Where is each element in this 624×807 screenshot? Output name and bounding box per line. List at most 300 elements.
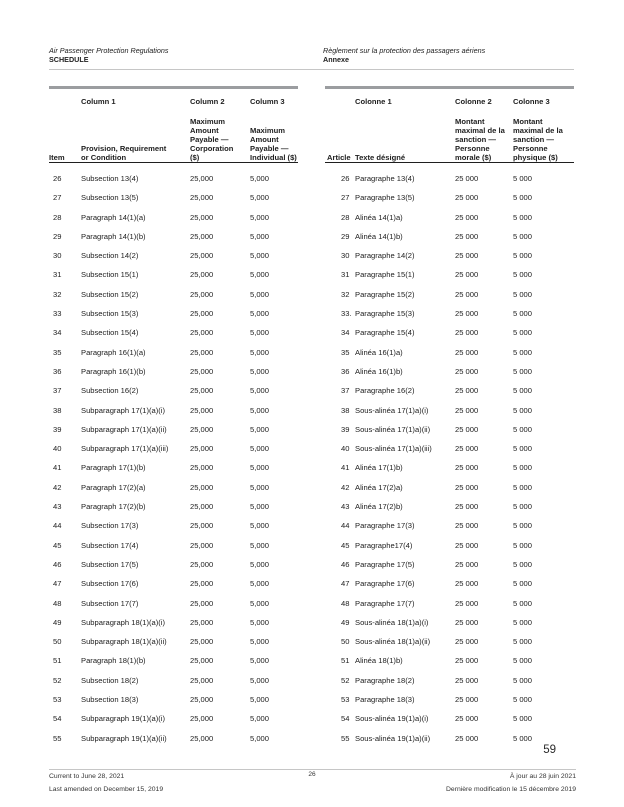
table-row — [49, 328, 298, 347]
table-row — [325, 695, 574, 714]
row-amount-individual: 5,000 — [250, 405, 270, 415]
row-amount-corporation: 25,000 — [190, 212, 214, 222]
row-provision: Subsection 13(4) — [81, 174, 139, 183]
table-row — [49, 734, 298, 753]
row-amount-individual: 5,000 — [250, 270, 270, 280]
header-cell-column2 — [455, 97, 513, 162]
row-amount-individual: 5,000 — [250, 444, 270, 454]
table-row — [325, 656, 574, 675]
row-amount-individual: 5 000 — [513, 309, 533, 319]
header-cell-column2 — [190, 97, 250, 162]
row-provision: Subsection 15(3) — [81, 309, 139, 319]
table-row — [325, 309, 574, 328]
table-row — [49, 676, 298, 695]
row-item-number: 51 — [53, 656, 62, 666]
row-amount-corporation: 25 000 — [455, 270, 479, 280]
row-provision: Subsection 13(5) — [81, 193, 139, 203]
table-row — [325, 618, 574, 637]
table-row — [49, 425, 298, 444]
row-item-number: 40 — [341, 444, 350, 454]
row-provision: Paragraph 17(2)(b) — [81, 502, 146, 512]
row-amount-individual: 5,000 — [250, 347, 270, 357]
row-amount-corporation: 25 000 — [455, 212, 479, 222]
table-row — [325, 290, 574, 309]
row-amount-corporation: 25 000 — [455, 675, 479, 685]
row-provision: Alinéa 18(1)b) — [355, 656, 403, 666]
row-item-number: 43 — [53, 502, 62, 512]
row-provision: Sous-alinéa 19(1)a)(ii) — [355, 733, 431, 743]
footer-derniere-modification: Dernière modification le 15 décembre 2019 — [446, 786, 576, 793]
row-item-number: 52 — [341, 675, 350, 685]
table-row — [325, 213, 574, 232]
table-row — [49, 521, 298, 540]
row-item-number: 32 — [341, 289, 350, 299]
header-cell-item — [49, 97, 81, 162]
row-item-number: 36 — [341, 366, 350, 376]
row-provision: Alinéa 16(1)a) — [355, 347, 403, 357]
row-item-number: 54 — [341, 714, 350, 724]
row-amount-individual: 5 000 — [513, 174, 533, 183]
row-provision: Paragraph 17(1)(b) — [81, 463, 146, 473]
row-amount-individual: 5,000 — [250, 251, 270, 261]
footer-rule — [49, 769, 576, 770]
row-amount-corporation: 25,000 — [190, 424, 214, 434]
table-row — [325, 560, 574, 579]
row-provision: Subparagraph 17(1)(a)(i) — [81, 405, 165, 415]
column1-heading: Column 1 — [81, 97, 116, 106]
row-amount-individual: 5,000 — [250, 193, 270, 203]
row-provision: Paragraphe 18(3) — [355, 695, 415, 705]
row-provision: Alinéa 14(1)a) — [355, 212, 403, 222]
row-amount-corporation: 25,000 — [190, 598, 214, 608]
table-row — [325, 599, 574, 618]
row-amount-individual: 5,000 — [250, 617, 270, 627]
row-provision: Subsection 18(2) — [81, 675, 139, 685]
table-row — [49, 232, 298, 251]
row-amount-individual: 5,000 — [250, 637, 270, 647]
row-amount-corporation: 25,000 — [190, 444, 214, 454]
row-amount-corporation: 25 000 — [455, 656, 479, 666]
running-head-english — [49, 46, 168, 64]
row-item-number: 50 — [341, 637, 350, 647]
row-provision: Subsection 17(5) — [81, 559, 139, 569]
row-amount-corporation: 25,000 — [190, 231, 214, 241]
row-provision: Subsection 17(4) — [81, 540, 139, 550]
row-item-number: 29 — [341, 231, 350, 241]
row-amount-corporation: 25,000 — [190, 521, 214, 531]
row-provision: Alinéa 14(1)b) — [355, 231, 403, 241]
row-amount-individual: 5 000 — [513, 424, 533, 434]
row-item-number: 55 — [341, 733, 350, 743]
row-provision: Subsection 17(6) — [81, 579, 139, 589]
row-amount-corporation: 25 000 — [455, 231, 479, 241]
row-amount-corporation: 25,000 — [190, 482, 214, 492]
row-provision: Paragraphe 15(2) — [355, 289, 415, 299]
row-amount-individual: 5,000 — [250, 463, 270, 473]
row-amount-individual: 5 000 — [513, 714, 533, 724]
header-cell-column1 — [355, 97, 455, 162]
row-item-number: 34 — [53, 328, 62, 338]
row-item-number: 55 — [53, 733, 62, 743]
row-provision: Alinéa 17(1)b) — [355, 463, 403, 473]
row-provision: Sous-alinéa 19(1)a)(i) — [355, 714, 429, 724]
row-amount-individual: 5 000 — [513, 444, 533, 454]
row-provision: Paragraphe 17(5) — [355, 559, 415, 569]
row-amount-corporation: 25 000 — [455, 309, 479, 319]
table-row — [49, 714, 298, 733]
table-row — [325, 174, 574, 193]
row-amount-corporation: 25 000 — [455, 251, 479, 261]
row-provision: Paragraph 16(1)(b) — [81, 366, 146, 376]
row-item-number: 29 — [53, 231, 62, 241]
table-row — [325, 521, 574, 540]
row-amount-individual: 5,000 — [250, 675, 270, 685]
row-amount-individual: 5 000 — [513, 579, 533, 589]
header-cell-item — [325, 97, 355, 162]
row-item-number: 48 — [341, 598, 350, 608]
row-amount-corporation: 25 000 — [455, 714, 479, 724]
row-item-number: 31 — [53, 270, 62, 280]
row-item-number: 43 — [341, 502, 350, 512]
row-provision: Paragraph 14(1)(a) — [81, 212, 146, 222]
row-item-number: 32 — [53, 289, 62, 299]
row-amount-individual: 5,000 — [250, 482, 270, 492]
row-provision: Paragraph 14(1)(b) — [81, 231, 146, 241]
row-amount-individual: 5,000 — [250, 598, 270, 608]
row-provision: Alinéa 17(2)a) — [355, 482, 403, 492]
row-amount-individual: 5,000 — [250, 733, 270, 743]
row-item-number: 52 — [53, 675, 62, 685]
row-amount-corporation: 25 000 — [455, 366, 479, 376]
row-amount-corporation: 25,000 — [190, 502, 214, 512]
row-provision: Paragraph 18(1)(b) — [81, 656, 146, 666]
row-provision: Paragraphe 13(4) — [355, 174, 415, 183]
row-provision: Alinéa 16(1)b) — [355, 366, 403, 376]
row-item-number: 39 — [53, 424, 62, 434]
row-amount-individual: 5 000 — [513, 251, 533, 261]
table-row — [49, 213, 298, 232]
table-row — [325, 406, 574, 425]
table-row — [325, 367, 574, 386]
row-amount-corporation: 25 000 — [455, 444, 479, 454]
row-amount-individual: 5 000 — [513, 405, 533, 415]
row-amount-corporation: 25,000 — [190, 637, 214, 647]
regulation-title-french: Règlement sur la protection des passagers aériens — [323, 46, 486, 55]
row-item-number: 41 — [53, 463, 62, 473]
row-item-number: 47 — [53, 579, 62, 589]
row-amount-individual: 5,000 — [250, 328, 270, 338]
row-amount-individual: 5,000 — [250, 695, 270, 705]
table-row — [325, 444, 574, 463]
individual-amount-label: Maximum Amount Payable — Individual ($) — [250, 126, 297, 162]
table-row — [49, 386, 298, 405]
running-head-french — [323, 46, 485, 64]
personne-morale-amount-label: Montant maximal de la sanction — Personne morale ($) — [455, 117, 505, 162]
row-amount-individual: 5 000 — [513, 386, 533, 396]
row-amount-individual: 5 000 — [513, 347, 533, 357]
row-provision: Subsection 15(4) — [81, 328, 139, 338]
row-item-number: 40 — [53, 444, 62, 454]
row-amount-individual: 5,000 — [250, 540, 270, 550]
row-amount-individual: 5 000 — [513, 212, 533, 222]
column2-heading: Column 2 — [190, 97, 225, 106]
row-item-number: 47 — [341, 579, 350, 589]
row-amount-individual: 5 000 — [513, 559, 533, 569]
row-amount-individual: 5,000 — [250, 714, 270, 724]
row-amount-corporation: 25 000 — [455, 521, 479, 531]
table-row — [325, 502, 574, 521]
article-column-label: Article — [327, 153, 351, 162]
table-row — [325, 463, 574, 482]
row-amount-corporation: 25 000 — [455, 328, 479, 338]
row-amount-corporation: 25,000 — [190, 675, 214, 685]
row-amount-individual: 5 000 — [513, 675, 533, 685]
row-amount-corporation: 25,000 — [190, 579, 214, 589]
texte-column-label: Texte désigné — [355, 153, 406, 162]
row-item-number: 39 — [341, 424, 350, 434]
row-item-number: 28 — [53, 212, 62, 222]
table-row — [49, 406, 298, 425]
table-row — [49, 251, 298, 270]
row-amount-corporation: 25 000 — [455, 463, 479, 473]
table-row — [49, 348, 298, 367]
row-provision: Subsection 17(7) — [81, 598, 139, 608]
row-amount-individual: 5,000 — [250, 502, 270, 512]
table-row — [325, 328, 574, 347]
row-provision: Paragraphe17(4) — [355, 540, 413, 550]
footer-a-jour: À jour au 28 juin 2021 — [509, 773, 576, 780]
row-item-number: 45 — [341, 540, 350, 550]
row-amount-individual: 5,000 — [250, 386, 270, 396]
row-amount-corporation: 25,000 — [190, 656, 214, 666]
header-cell-column3 — [250, 97, 298, 162]
table-body — [325, 163, 574, 753]
row-amount-individual: 5 000 — [513, 521, 533, 531]
penalty-table-english — [49, 86, 298, 753]
column3-heading: Colonne 3 — [513, 97, 550, 106]
table-row — [49, 637, 298, 656]
table-row — [49, 290, 298, 309]
table-row — [325, 386, 574, 405]
row-item-number: 30 — [53, 251, 62, 261]
row-amount-corporation: 25,000 — [190, 309, 214, 319]
row-provision: Sous-alinéa 18(1)a)(i) — [355, 617, 429, 627]
row-amount-corporation: 25,000 — [190, 540, 214, 550]
row-amount-individual: 5 000 — [513, 617, 533, 627]
row-amount-individual: 5,000 — [250, 521, 270, 531]
row-item-number: 28 — [341, 212, 350, 222]
table-row — [325, 232, 574, 251]
table-row — [325, 193, 574, 212]
row-provision: Paragraphe 15(3) — [355, 309, 415, 319]
table-row — [49, 367, 298, 386]
row-item-number: 35 — [341, 347, 350, 357]
row-amount-corporation: 25 000 — [455, 733, 479, 743]
footer-current-to: Current to June 28, 2021 — [49, 773, 125, 780]
row-item-number: 51 — [341, 656, 350, 666]
row-amount-individual: 5 000 — [513, 502, 533, 512]
table-row — [49, 483, 298, 502]
table-row — [325, 637, 574, 656]
row-amount-corporation: 25 000 — [455, 540, 479, 550]
row-amount-corporation: 25 000 — [455, 193, 479, 203]
row-amount-corporation: 25,000 — [190, 366, 214, 376]
row-provision: Paragraphe 14(2) — [355, 251, 415, 261]
row-provision: Subparagraph 19(1)(a)(i) — [81, 714, 165, 724]
header-cell-column3 — [513, 97, 574, 162]
row-amount-corporation: 25,000 — [190, 617, 214, 627]
table-row — [49, 656, 298, 675]
table-row — [325, 676, 574, 695]
row-amount-individual: 5,000 — [250, 366, 270, 376]
table-body — [49, 163, 298, 753]
row-item-number: 53 — [341, 695, 350, 705]
header-cell-column1 — [81, 97, 190, 162]
row-amount-individual: 5 000 — [513, 482, 533, 492]
row-amount-individual: 5 000 — [513, 598, 533, 608]
row-amount-individual: 5,000 — [250, 559, 270, 569]
table-row — [325, 425, 574, 444]
row-amount-corporation: 25,000 — [190, 270, 214, 280]
row-item-number: 27 — [341, 193, 350, 203]
row-item-number: 49 — [341, 617, 350, 627]
row-item-number: 34 — [341, 328, 350, 338]
row-amount-individual: 5,000 — [250, 212, 270, 222]
row-provision: Subsection 15(2) — [81, 289, 139, 299]
table-row — [49, 560, 298, 579]
row-item-number: 37 — [341, 386, 350, 396]
table-header — [49, 89, 298, 163]
row-item-number: 26 — [53, 174, 62, 183]
row-provision: Subparagraph 17(1)(a)(iii) — [81, 444, 169, 454]
row-item-number: 48 — [53, 598, 62, 608]
table-row — [49, 599, 298, 618]
row-amount-individual: 5,000 — [250, 231, 270, 241]
row-provision: Subsection 14(2) — [81, 251, 139, 261]
row-amount-individual: 5,000 — [250, 174, 270, 183]
row-amount-corporation: 25 000 — [455, 598, 479, 608]
row-amount-corporation: 25 000 — [455, 579, 479, 589]
row-amount-individual: 5 000 — [513, 637, 533, 647]
row-amount-corporation: 25 000 — [455, 482, 479, 492]
row-amount-corporation: 25 000 — [455, 637, 479, 647]
row-provision: Sous-alinéa 17(1)a)(iii) — [355, 444, 432, 454]
row-provision: Subsection 16(2) — [81, 386, 139, 396]
row-provision: Alinéa 17(2)b) — [355, 502, 403, 512]
row-amount-corporation: 25 000 — [455, 347, 479, 357]
row-item-number: 44 — [53, 521, 62, 531]
table-row — [49, 174, 298, 193]
column2-heading: Colonne 2 — [455, 97, 492, 106]
item-column-label: Item — [49, 153, 65, 162]
table-row — [325, 579, 574, 598]
table-row — [325, 348, 574, 367]
penalty-table-french — [325, 86, 574, 753]
row-amount-individual: 5 000 — [513, 231, 533, 241]
column1-heading: Colonne 1 — [355, 97, 392, 106]
footer-last-amended: Last amended on December 15, 2019 — [49, 786, 164, 793]
row-amount-corporation: 25 000 — [455, 617, 479, 627]
row-amount-individual: 5 000 — [513, 733, 533, 743]
row-amount-corporation: 25 000 — [455, 559, 479, 569]
row-item-number: 38 — [341, 405, 350, 415]
row-amount-individual: 5,000 — [250, 579, 270, 589]
table-row — [49, 193, 298, 212]
row-amount-corporation: 25 000 — [455, 174, 479, 183]
row-item-number: 33 — [53, 309, 62, 319]
row-provision: Paragraphe 15(1) — [355, 270, 415, 280]
row-amount-corporation: 25,000 — [190, 251, 214, 261]
row-provision: Sous-alinéa 18(1)a)(ii) — [355, 637, 431, 647]
row-item-number: 42 — [341, 482, 350, 492]
table-row — [49, 463, 298, 482]
row-item-number: 31 — [341, 270, 350, 280]
footer-sheet-number: 26 — [308, 771, 316, 778]
row-amount-individual: 5,000 — [250, 656, 270, 666]
row-amount-corporation: 25 000 — [455, 424, 479, 434]
row-provision: Subsection 15(1) — [81, 270, 139, 280]
row-amount-corporation: 25,000 — [190, 347, 214, 357]
row-amount-individual: 5 000 — [513, 463, 533, 473]
row-amount-corporation: 25,000 — [190, 733, 214, 743]
row-amount-corporation: 25,000 — [190, 289, 214, 299]
row-amount-corporation: 25 000 — [455, 386, 479, 396]
row-provision: Sous-alinéa 17(1)a)(ii) — [355, 424, 431, 434]
table-row — [325, 483, 574, 502]
row-item-number: 27 — [53, 193, 62, 203]
table-row — [325, 734, 574, 753]
row-amount-corporation: 25,000 — [190, 695, 214, 705]
header-rule — [49, 69, 574, 70]
row-amount-individual: 5 000 — [513, 270, 533, 280]
provision-column-label: Provision, Requirement or Condition — [81, 144, 167, 162]
row-item-number: 50 — [53, 637, 62, 647]
row-amount-corporation: 25 000 — [455, 405, 479, 415]
row-amount-corporation: 25,000 — [190, 405, 214, 415]
row-amount-individual: 5 000 — [513, 328, 533, 338]
row-item-number: 46 — [341, 559, 350, 569]
row-item-number: 38 — [53, 405, 62, 415]
row-amount-corporation: 25,000 — [190, 714, 214, 724]
row-amount-individual: 5,000 — [250, 424, 270, 434]
row-provision: Paragraph 16(1)(a) — [81, 347, 146, 357]
row-item-number: 46 — [53, 559, 62, 569]
row-item-number: 33. — [341, 309, 352, 319]
row-provision: Subsection 17(3) — [81, 521, 139, 531]
table-row — [49, 541, 298, 560]
row-provision: Paragraphe 18(2) — [355, 675, 415, 685]
row-provision: Paragraphe 16(2) — [355, 386, 415, 396]
table-row — [49, 618, 298, 637]
row-amount-corporation: 25,000 — [190, 386, 214, 396]
row-provision: Subparagraph 18(1)(a)(i) — [81, 617, 165, 627]
row-amount-corporation: 25,000 — [190, 328, 214, 338]
row-amount-corporation: 25,000 — [190, 463, 214, 473]
row-amount-corporation: 25 000 — [455, 695, 479, 705]
row-item-number: 44 — [341, 521, 350, 531]
row-provision: Sous-alinéa 17(1)a)(i) — [355, 405, 429, 415]
row-item-number: 53 — [53, 695, 62, 705]
table-row — [49, 579, 298, 598]
row-amount-individual: 5 000 — [513, 289, 533, 299]
row-provision: Paragraphe 13(5) — [355, 193, 415, 203]
row-item-number: 45 — [53, 540, 62, 550]
table-row — [49, 444, 298, 463]
row-amount-corporation: 25,000 — [190, 193, 214, 203]
row-provision: Paragraphe 15(4) — [355, 328, 415, 338]
row-provision: Paragraphe 17(7) — [355, 598, 415, 608]
table-header — [325, 89, 574, 163]
